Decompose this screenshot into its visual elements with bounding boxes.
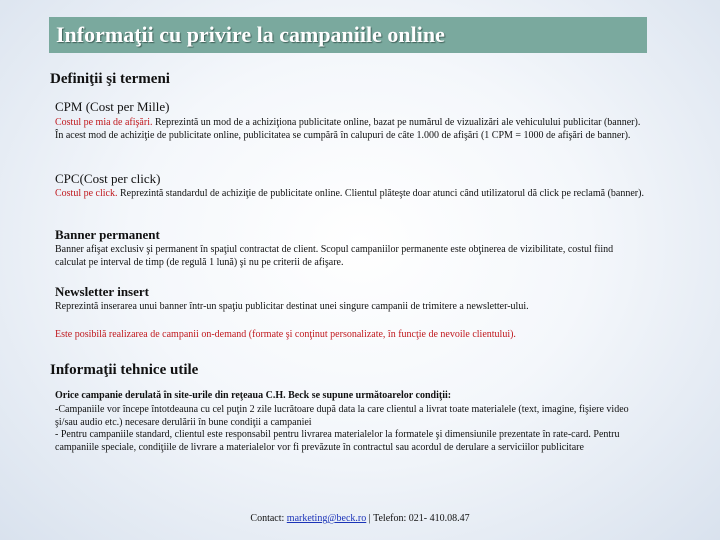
contact-label: Contact: [250,513,287,524]
page-title: Informaţii cu privire la campaniile online [56,22,445,47]
contact-email-link[interactable]: marketing@beck.ro [286,513,367,524]
newsletter-description: Reprezintă inserarea unui banner într-un spaţiu publicitar destinat unei singure campanii de trimitere a newsletter-ului. [55,301,529,312]
contact-phone: | Telefon: 021- 410.08.47 [366,513,470,524]
technical-conditions: -Campaniile vor începe întotdeauna cu cel puţin 2 zile lucrătoare după data la care clientul a livrat toate materialele (text, imagine, fişiere video şi/sau audio etc.) necesare derulării în bune condiţii a campaniei - Pentru campaniile standard, clientul este responsabil pentru livrarea materialelor la formatele şi dimensiunile prezentate în rate-card. Pentru campaniile speciale, condiţiile de livrare a materialelor vor fi prevăzute în contractul sau acordul de derulare a serviciilor publicitare [55,404,629,453]
on-demand-note: Este posibilă realizarea de campanii on-demand (formate şi conţinut personalizate, în funcţie de nevoile clientului). [55,329,516,340]
cpc-text: Reprezintă standardul de achiziţie de publicitate online. Clientul plăteşte doar atunci când utilizatorul dă click pe reclamă (banner). [117,188,644,199]
banner-title: Banner permanent [55,227,160,242]
title-bar [49,17,647,53]
cpm-description [55,116,645,142]
cpc-lead: Costul pe click. [55,188,118,199]
definitions-heading: Definiţii şi termeni [50,71,170,87]
newsletter-title: Newsletter insert [55,284,149,299]
cpm-title: CPM (Cost per Mille) [55,99,170,114]
cpc-title: CPC(Cost per click) [55,171,161,186]
technical-heading: Informaţii tehnice utile [50,362,199,378]
cpc-description [55,187,645,200]
technical-lead: Orice campanie derulată în site-urile din reţeaua C.H. Beck se supune următoarelor condiţii: [55,390,452,401]
footer-contact [0,513,720,524]
cpm-lead: Costul pe mia de afişări. [55,117,153,128]
cpm-text: Reprezintă un mod de a achiziţiona publicitate online, bazat pe numărul de vizualizări ale vehiculului publicitar (banner). În acest mod de achiziţie de publicitate online, publicitatea se cumpără în calupuri de câte 1.000 de afişări (1 CPM = 1000 de afişări de banner). [55,117,641,141]
banner-description: Banner afişat exclusiv şi permanent în spaţiul contractat de client. Scopul campaniilor permanente este obţinerea de vizibilitate, costul fiind calculat pe interval de timp (de regulă 1 lună) şi nu pe criterii de afişare. [55,244,614,268]
